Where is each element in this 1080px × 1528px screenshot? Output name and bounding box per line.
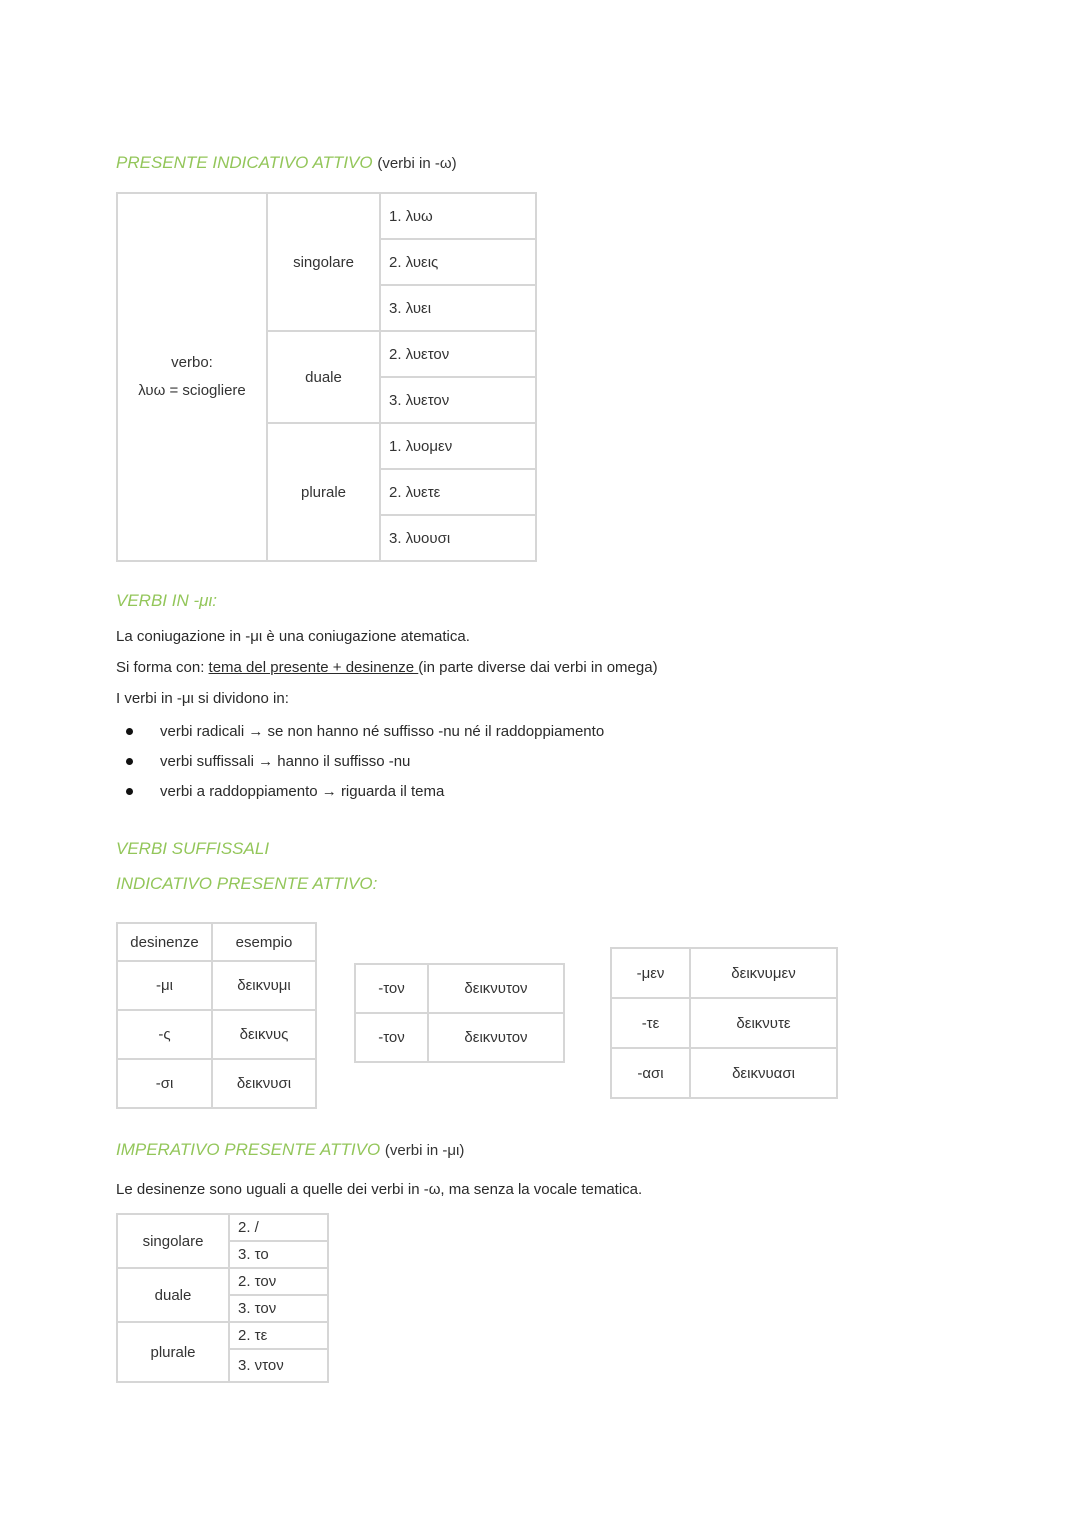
verb-form: 2. λυετον: [380, 331, 536, 377]
verb-form: 2. λυεις: [380, 239, 536, 285]
bullet-text: verbi radicali → se non hanno né suffisso -nu né il raddoppiamento: [160, 723, 605, 740]
mi-verbs-title: VERBI IN -μι:: [116, 591, 217, 610]
mi-verbs-line2: [116, 659, 658, 676]
list-item: [116, 717, 604, 747]
bullet-icon: [126, 788, 133, 795]
imperative-suffix: (verbi in -μι): [384, 1142, 465, 1159]
line2-rest: (in parte diverse dai verbi in omega): [418, 659, 658, 676]
ending-cell: -σι: [117, 1059, 212, 1108]
verb-form: 2. λυετε: [380, 469, 536, 515]
singular-endings-table: [116, 922, 317, 1109]
example-cell: δεικνυτε: [690, 998, 837, 1048]
bullet-text: verbi suffissali → hanno il suffisso -nu: [160, 753, 411, 770]
line2-underlined: tema del presente + desinenze: [208, 659, 419, 676]
ending-cell: -τε: [611, 998, 690, 1048]
group-label: plurale: [117, 1322, 229, 1382]
verb-label: verbo:: [171, 354, 213, 371]
group-label: duale: [267, 331, 380, 423]
imperative-form: 2. τε: [229, 1322, 328, 1349]
bullet-icon: [126, 758, 133, 765]
example-cell: δεικνυμεν: [690, 948, 837, 998]
mi-verbs-bullet-list: [116, 717, 604, 807]
imperative-form: 3. τον: [229, 1295, 328, 1322]
present-active-title: PRESENTE INDICATIVO ATTIVO: [116, 153, 373, 172]
verb-meaning: λυω = sciogliere: [138, 382, 246, 399]
imperative-form: 3. το: [229, 1241, 328, 1268]
ending-cell: -τον: [355, 1013, 428, 1062]
mi-verbs-line3: I verbi in -μι si dividono in:: [116, 690, 289, 707]
imperative-form: 3. ντον: [229, 1349, 328, 1382]
ending-cell: -μεν: [611, 948, 690, 998]
verb-form: 1. λυω: [380, 193, 536, 239]
present-active-heading: [116, 153, 457, 173]
verb-form: 3. λυουσι: [380, 515, 536, 561]
imperative-note: Le desinenze sono uguali a quelle dei verbi in -ω, ma senza la vocale tematica.: [116, 1181, 643, 1198]
ending-cell: -τον: [355, 964, 428, 1013]
suffixal-title: VERBI SUFFISSALI: [116, 839, 270, 858]
column-header: desinenze: [117, 923, 212, 961]
list-item: [116, 747, 604, 777]
group-label: plurale: [267, 423, 380, 561]
verb-form: 1. λυομεν: [380, 423, 536, 469]
example-cell: δεικνυτον: [428, 1013, 564, 1062]
imperative-heading: [116, 1140, 464, 1160]
bullet-text: verbi a raddoppiamento → riguarda il tema: [160, 783, 445, 800]
verb-cell: [117, 193, 267, 561]
suffixal-subtitle: INDICATIVO PRESENTE ATTIVO:: [116, 874, 378, 893]
example-cell: δεικνυμι: [212, 961, 316, 1010]
column-header: esempio: [212, 923, 316, 961]
present-active-table: [116, 192, 537, 562]
example-cell: δεικνυασι: [690, 1048, 837, 1098]
present-active-suffix: (verbi in -ω): [377, 155, 457, 172]
imperative-form: 2. τον: [229, 1268, 328, 1295]
group-label: duale: [117, 1268, 229, 1322]
mi-verbs-line1: La coniugazione in -μι è una coniugazione atematica.: [116, 628, 470, 645]
group-label: singolare: [267, 193, 380, 331]
plural-endings-table: [610, 947, 838, 1099]
line2-prefix: Si forma con:: [116, 659, 209, 676]
example-cell: δεικνυς: [212, 1010, 316, 1059]
ending-cell: -μι: [117, 961, 212, 1010]
example-cell: δεικνυτον: [428, 964, 564, 1013]
example-cell: δεικνυσι: [212, 1059, 316, 1108]
imperative-title: IMPERATIVO PRESENTE ATTIVO: [116, 1140, 381, 1159]
verb-form: 3. λυετον: [380, 377, 536, 423]
list-item: [116, 777, 604, 807]
dual-endings-table: [354, 963, 565, 1063]
ending-cell: -ασι: [611, 1048, 690, 1098]
imperative-table: [116, 1213, 329, 1383]
imperative-form: 2. /: [229, 1214, 328, 1241]
verb-form: 3. λυει: [380, 285, 536, 331]
bullet-icon: [126, 728, 133, 735]
ending-cell: -ς: [117, 1010, 212, 1059]
group-label: singolare: [117, 1214, 229, 1268]
